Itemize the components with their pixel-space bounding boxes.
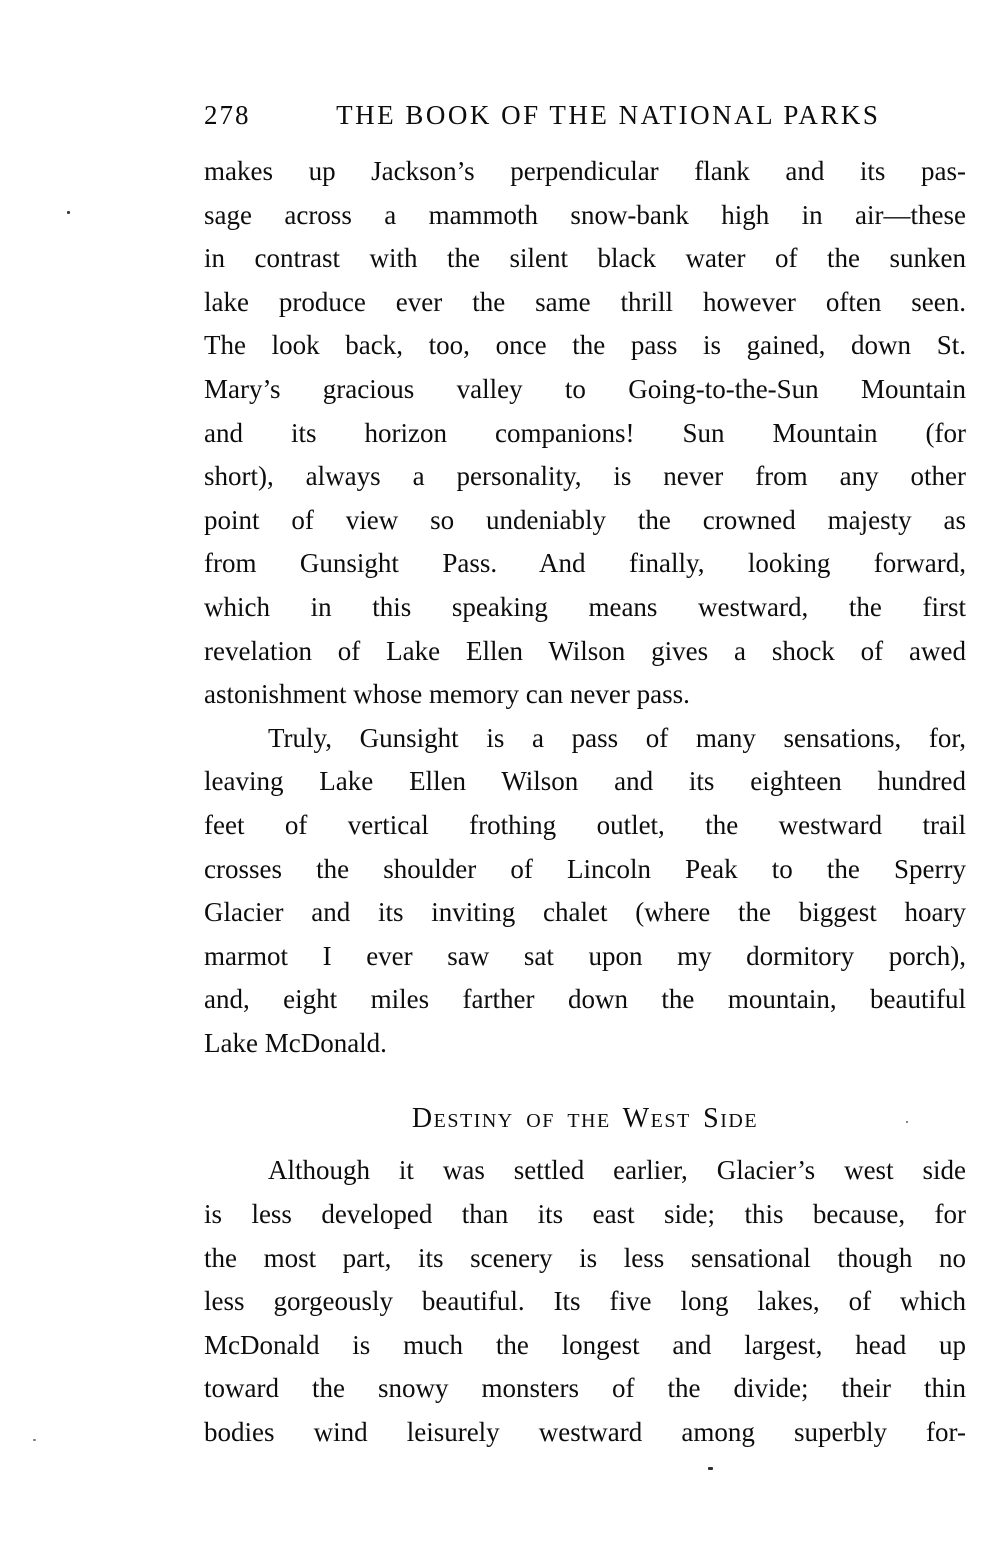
paragraph [204,1149,966,1454]
text-line: The look back, too, once the pass is gained, down St. [204,330,966,361]
text-line: makes up Jackson’s perpendicular flank and its pas- [204,156,966,186]
running-header [204,100,966,130]
text-line: crosses the shoulder of Lincoln Peak to the Sperry [204,853,966,884]
text-line: revelation of Lake Ellen Wilson gives a shock of awed [204,635,966,666]
text-line: lake produce ever the same thrill however often seen. [204,286,966,317]
scan-speck [33,1439,36,1441]
text-line: astonishment whose memory can never pass. [204,679,690,710]
text-line: Truly, Gunsight is a pass of many sensations, for, [268,722,966,753]
text-line: and its horizon companions! Sun Mountain (for [204,417,966,448]
text-line: and, eight miles farther down the mountain, beautiful [204,984,966,1015]
text-line: McDonald is much the longest and largest, head up [204,1329,966,1360]
text-line: toward the snowy monsters of the divide; their thin [204,1373,966,1404]
text-line: Lake McDonald. [204,1027,387,1058]
paragraph [204,150,966,717]
text-line: feet of vertical frothing outlet, the westward trail [204,809,966,840]
scan-speck [67,211,70,214]
scan-speck [906,1121,908,1123]
text-line: Glacier and its inviting chalet (where the biggest hoary [204,897,966,928]
section-heading: Destiny of the West Side [411,1103,759,1135]
running-title: THE BOOK OF THE NATIONAL PARKS [336,100,881,130]
text-line: point of view so undeniably the crowned majesty as [204,504,966,535]
paragraph [204,717,966,1066]
text-line: from Gunsight Pass. And finally, looking forward, [204,548,966,579]
text-body [204,150,966,1455]
text-line: which in this speaking means westward, the first [204,591,966,622]
scan-speck [708,1467,713,1470]
text-line: Although it was settled earlier, Glacier’s west side [268,1155,966,1186]
text-line: short), always a personality, is never from any other [204,461,966,492]
text-line: is less developed than its east side; this because, for [204,1199,966,1230]
text-line: less gorgeously beautiful. Its five long lakes, of which [204,1286,966,1317]
text-line: the most part, its scenery is less sensational though no [204,1242,966,1273]
page-number: 278 [204,100,251,130]
text-line: leaving Lake Ellen Wilson and its eighteen hundred [204,766,966,797]
text-line: marmot I ever saw sat upon my dormitory porch), [204,940,966,971]
text-line: bodies wind leisurely westward among superbly for- [204,1417,966,1448]
text-line: in contrast with the silent black water of the sunken [204,243,966,274]
text-line: Mary’s gracious valley to Going-to-the-Sun Mountain [204,373,966,404]
text-line: sage across a mammoth snow-bank high in air—these [204,199,966,230]
